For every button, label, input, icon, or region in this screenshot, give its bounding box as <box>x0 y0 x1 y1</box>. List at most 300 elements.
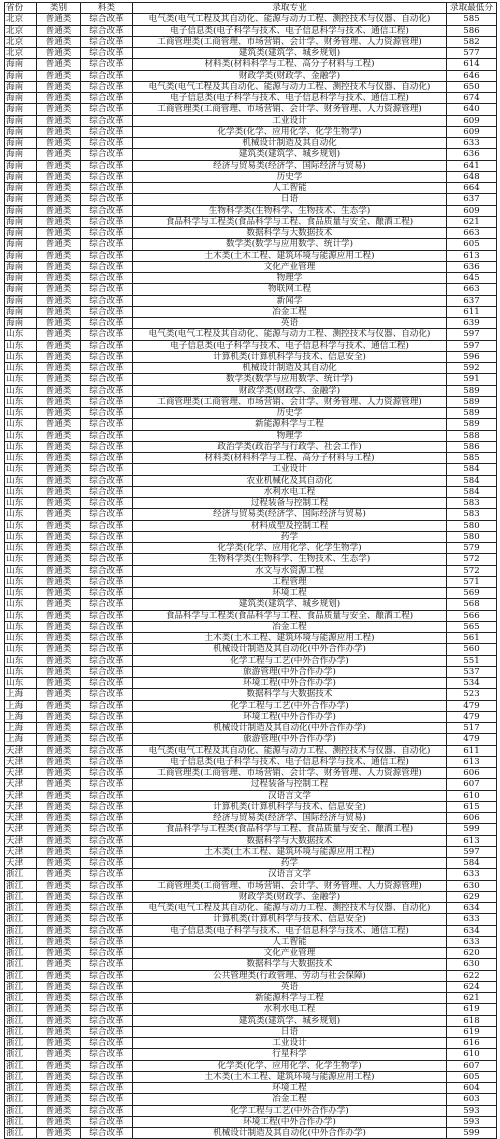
table-row <box>5 633 497 644</box>
table-row <box>5 779 497 790</box>
cell-subject-type: 综合改革 <box>81 329 133 340</box>
cell-subject-type: 综合改革 <box>81 1049 133 1060</box>
cell-category: 普通类 <box>37 1116 81 1127</box>
cell-subject-type: 综合改革 <box>81 374 133 385</box>
table-row <box>5 25 497 36</box>
cell-province: 山东 <box>5 633 37 644</box>
cell-subject-type: 综合改革 <box>81 768 133 779</box>
table-row <box>5 48 497 59</box>
cell-major: 数据科学与大数据技术 <box>133 835 447 846</box>
cell-major: 工业设计 <box>133 115 447 126</box>
cell-subject-type: 综合改革 <box>81 228 133 239</box>
cell-subject-type: 综合改革 <box>81 835 133 846</box>
table-row <box>5 723 497 734</box>
cell-category: 普通类 <box>37 858 81 869</box>
cell-min-score: 479 <box>447 700 497 711</box>
cell-province: 海南 <box>5 93 37 104</box>
cell-min-score: 479 <box>447 711 497 722</box>
cell-major: 日语 <box>133 1026 447 1037</box>
cell-subject-type: 综合改革 <box>81 599 133 610</box>
cell-subject-type: 综合改革 <box>81 1015 133 1026</box>
cell-province: 浙江 <box>5 1004 37 1015</box>
cell-major: 经济与贸易类(经济学、国际经济与贸易) <box>133 160 447 171</box>
cell-major: 过程装备与控制工程 <box>133 779 447 790</box>
cell-major: 工程管理 <box>133 576 447 587</box>
table-row <box>5 475 497 486</box>
cell-category: 普通类 <box>37 1094 81 1105</box>
cell-min-score: 609 <box>447 126 497 137</box>
table-header-row <box>5 3 497 14</box>
cell-min-score: 569 <box>447 588 497 599</box>
cell-major: 过程装备与控制工程 <box>133 498 447 509</box>
cell-major: 电子信息类(电子科学与技术、电子信息科学与技术、通信工程) <box>133 756 447 767</box>
cell-subject-type: 综合改革 <box>81 734 133 745</box>
cell-category: 普通类 <box>37 284 81 295</box>
cell-province: 天津 <box>5 813 37 824</box>
cell-subject-type: 综合改革 <box>81 723 133 734</box>
cell-province: 海南 <box>5 149 37 160</box>
cell-subject-type: 综合改革 <box>81 295 133 306</box>
cell-category: 普通类 <box>37 1049 81 1060</box>
cell-province: 海南 <box>5 250 37 261</box>
cell-province: 天津 <box>5 790 37 801</box>
cell-subject-type: 综合改革 <box>81 93 133 104</box>
cell-province: 海南 <box>5 228 37 239</box>
cell-category: 普通类 <box>37 318 81 329</box>
cell-major: 文化产业管理 <box>133 261 447 272</box>
cell-subject-type: 综合改革 <box>81 981 133 992</box>
cell-major: 机械设计制造及其自动化(中外合作办学) <box>133 1128 447 1139</box>
table-row <box>5 306 497 317</box>
table-row <box>5 205 497 216</box>
header-category: 类别 <box>37 3 81 14</box>
cell-category: 普通类 <box>37 621 81 632</box>
cell-province: 山东 <box>5 329 37 340</box>
cell-min-score: 577 <box>447 48 497 59</box>
cell-subject-type: 综合改革 <box>81 183 133 194</box>
cell-province: 浙江 <box>5 936 37 947</box>
cell-subject-type: 综合改革 <box>81 216 133 227</box>
table-row <box>5 678 497 689</box>
cell-major: 数据科学与大数据技术 <box>133 959 447 970</box>
cell-category: 普通类 <box>37 768 81 779</box>
cell-min-score: 597 <box>447 846 497 857</box>
table-row <box>5 239 497 250</box>
table-row <box>5 813 497 824</box>
cell-major: 电子信息类(电子科学与技术、电子信息科学与技术、通信工程) <box>133 25 447 36</box>
cell-category: 普通类 <box>37 104 81 115</box>
table-row <box>5 340 497 351</box>
cell-subject-type: 综合改革 <box>81 160 133 171</box>
table-row <box>5 1060 497 1071</box>
cell-min-score: 589 <box>447 419 497 430</box>
cell-major: 工业设计 <box>133 1038 447 1049</box>
cell-category: 普通类 <box>37 700 81 711</box>
cell-subject-type: 综合改革 <box>81 1128 133 1139</box>
cell-category: 普通类 <box>37 14 81 25</box>
cell-subject-type: 综合改革 <box>81 273 133 284</box>
cell-category: 普通类 <box>37 745 81 756</box>
cell-category: 普通类 <box>37 779 81 790</box>
cell-category: 普通类 <box>37 880 81 891</box>
table-row <box>5 363 497 374</box>
cell-major: 物理学 <box>133 273 447 284</box>
cell-subject-type: 综合改革 <box>81 1094 133 1105</box>
cell-subject-type: 综合改革 <box>81 970 133 981</box>
cell-province: 上海 <box>5 700 37 711</box>
cell-min-score: 611 <box>447 745 497 756</box>
cell-min-score: 618 <box>447 1015 497 1026</box>
cell-category: 普通类 <box>37 790 81 801</box>
cell-category: 普通类 <box>37 576 81 587</box>
cell-category: 普通类 <box>37 599 81 610</box>
cell-major: 工商管理类(工商管理、市场营销、会计学、财务管理、人力资源管理) <box>133 768 447 779</box>
cell-subject-type: 综合改革 <box>81 509 133 520</box>
cell-major: 食品科学与工程类(食品科学与工程、食品质量与安全、酿酒工程) <box>133 610 447 621</box>
table-row <box>5 768 497 779</box>
cell-min-score: 585 <box>447 14 497 25</box>
cell-subject-type: 综合改革 <box>81 959 133 970</box>
table-row <box>5 936 497 947</box>
cell-min-score: 597 <box>447 340 497 351</box>
cell-major: 财政学类(财政学、金融学) <box>133 385 447 396</box>
cell-subject-type: 综合改革 <box>81 453 133 464</box>
cell-province: 海南 <box>5 273 37 284</box>
cell-category: 普通类 <box>37 936 81 947</box>
cell-category: 普通类 <box>37 846 81 857</box>
cell-category: 普通类 <box>37 666 81 677</box>
cell-province: 浙江 <box>5 1038 37 1049</box>
cell-province: 山东 <box>5 498 37 509</box>
cell-category: 普通类 <box>37 250 81 261</box>
cell-province: 山东 <box>5 576 37 587</box>
cell-subject-type: 综合改革 <box>81 115 133 126</box>
table-row <box>5 655 497 666</box>
cell-province: 山东 <box>5 363 37 374</box>
table-row <box>5 216 497 227</box>
cell-category: 普通类 <box>37 981 81 992</box>
cell-province: 山东 <box>5 385 37 396</box>
cell-category: 普通类 <box>37 205 81 216</box>
cell-subject-type: 综合改革 <box>81 396 133 407</box>
table-row <box>5 1015 497 1026</box>
cell-min-score: 582 <box>447 36 497 47</box>
cell-min-score: 551 <box>447 655 497 666</box>
cell-category: 普通类 <box>37 295 81 306</box>
cell-province: 北京 <box>5 25 37 36</box>
cell-category: 普通类 <box>37 194 81 205</box>
table-row <box>5 329 497 340</box>
table-row <box>5 835 497 846</box>
cell-province: 浙江 <box>5 993 37 1004</box>
cell-province: 海南 <box>5 239 37 250</box>
cell-min-score: 645 <box>447 273 497 284</box>
table-row <box>5 1071 497 1082</box>
cell-province: 山东 <box>5 453 37 464</box>
cell-major: 水文与水资源工程 <box>133 565 447 576</box>
cell-min-score: 634 <box>447 903 497 914</box>
cell-province: 山东 <box>5 543 37 554</box>
cell-province: 浙江 <box>5 1026 37 1037</box>
cell-min-score: 646 <box>447 70 497 81</box>
cell-min-score: 571 <box>447 576 497 587</box>
cell-category: 普通类 <box>37 914 81 925</box>
cell-major: 日语 <box>133 194 447 205</box>
cell-category: 普通类 <box>37 261 81 272</box>
cell-province: 山东 <box>5 351 37 362</box>
cell-major: 数据科学与大数据技术 <box>133 689 447 700</box>
cell-category: 普通类 <box>37 565 81 576</box>
table-row <box>5 419 497 430</box>
cell-major: 环境工程(中外合作办学) <box>133 711 447 722</box>
cell-major: 生物科学类(生物科学、生物技术、生态学) <box>133 205 447 216</box>
cell-province: 天津 <box>5 858 37 869</box>
cell-province: 山东 <box>5 531 37 542</box>
cell-province: 海南 <box>5 194 37 205</box>
cell-major: 机械设计制造及其自动化 <box>133 363 447 374</box>
table-row <box>5 194 497 205</box>
cell-min-score: 597 <box>447 329 497 340</box>
table-row <box>5 891 497 902</box>
cell-province: 浙江 <box>5 1083 37 1094</box>
cell-province: 海南 <box>5 216 37 227</box>
cell-major: 经济与贸易类(经济学、国际经济与贸易) <box>133 509 447 520</box>
table-row <box>5 160 497 171</box>
cell-major: 电子信息类(电子科学与技术、电子信息科学与技术、通信工程) <box>133 93 447 104</box>
cell-min-score: 584 <box>447 858 497 869</box>
table-row <box>5 14 497 25</box>
cell-major: 电气类(电气工程及其自动化、能源与动力工程、测控技术与仪器、自动化) <box>133 81 447 92</box>
cell-category: 普通类 <box>37 1004 81 1015</box>
table-row <box>5 1128 497 1139</box>
cell-min-score: 637 <box>447 295 497 306</box>
cell-province: 海南 <box>5 115 37 126</box>
cell-min-score: 615 <box>447 801 497 812</box>
cell-category: 普通类 <box>37 115 81 126</box>
table-row <box>5 1049 497 1060</box>
cell-province: 海南 <box>5 81 37 92</box>
table-row <box>5 666 497 677</box>
cell-category: 普通类 <box>37 993 81 1004</box>
table-row <box>5 149 497 160</box>
cell-min-score: 599 <box>447 1128 497 1139</box>
table-row <box>5 1004 497 1015</box>
cell-province: 海南 <box>5 104 37 115</box>
cell-subject-type: 综合改革 <box>81 824 133 835</box>
cell-category: 普通类 <box>37 1015 81 1026</box>
table-row <box>5 948 497 959</box>
cell-min-score: 560 <box>447 644 497 655</box>
cell-category: 普通类 <box>37 273 81 284</box>
table-row <box>5 689 497 700</box>
cell-major: 计算机类(计算机科学与技术、信息安全) <box>133 914 447 925</box>
cell-category: 普通类 <box>37 903 81 914</box>
cell-major: 工商管理类(工商管理、市场营销、会计学、财务管理、人力资源管理) <box>133 36 447 47</box>
cell-category: 普通类 <box>37 509 81 520</box>
cell-major: 药学 <box>133 858 447 869</box>
cell-major: 农业机械化及其自动化 <box>133 475 447 486</box>
cell-category: 普通类 <box>37 711 81 722</box>
cell-min-score: 479 <box>447 734 497 745</box>
cell-category: 普通类 <box>37 610 81 621</box>
cell-category: 普通类 <box>37 891 81 902</box>
cell-category: 普通类 <box>37 835 81 846</box>
cell-major: 计算机类(计算机科学与技术、信息安全) <box>133 801 447 812</box>
cell-province: 浙江 <box>5 914 37 925</box>
table-row <box>5 183 497 194</box>
cell-category: 普通类 <box>37 723 81 734</box>
cell-category: 普通类 <box>37 396 81 407</box>
cell-category: 普通类 <box>37 306 81 317</box>
cell-min-score: 633 <box>447 138 497 149</box>
cell-major: 新闻学 <box>133 295 447 306</box>
cell-province: 天津 <box>5 824 37 835</box>
cell-major: 数学类(数学与应用数学、统计学) <box>133 239 447 250</box>
cell-province: 浙江 <box>5 1049 37 1060</box>
cell-province: 海南 <box>5 160 37 171</box>
cell-province: 浙江 <box>5 869 37 880</box>
header-min-score: 录取最低分 <box>447 3 497 14</box>
cell-category: 普通类 <box>37 813 81 824</box>
cell-min-score: 591 <box>447 374 497 385</box>
cell-category: 普通类 <box>37 475 81 486</box>
cell-category: 普通类 <box>37 1060 81 1071</box>
cell-major: 水利水电工程 <box>133 486 447 497</box>
cell-min-score: 622 <box>447 970 497 981</box>
cell-min-score: 607 <box>447 1060 497 1071</box>
cell-province: 山东 <box>5 520 37 531</box>
cell-subject-type: 综合改革 <box>81 756 133 767</box>
cell-min-score: 589 <box>447 408 497 419</box>
cell-province: 浙江 <box>5 1094 37 1105</box>
cell-min-score: 640 <box>447 104 497 115</box>
cell-min-score: 589 <box>447 396 497 407</box>
table-row <box>5 576 497 587</box>
cell-category: 普通类 <box>37 1105 81 1116</box>
cell-province: 山东 <box>5 408 37 419</box>
cell-subject-type: 综合改革 <box>81 666 133 677</box>
cell-subject-type: 综合改革 <box>81 891 133 902</box>
cell-min-score: 593 <box>447 1116 497 1127</box>
cell-major: 历史学 <box>133 408 447 419</box>
cell-province: 浙江 <box>5 880 37 891</box>
cell-province: 天津 <box>5 801 37 812</box>
cell-min-score: 580 <box>447 531 497 542</box>
cell-min-score: 609 <box>447 115 497 126</box>
cell-major: 水利水电工程 <box>133 1004 447 1015</box>
cell-category: 普通类 <box>37 340 81 351</box>
cell-major: 冶金工程 <box>133 621 447 632</box>
table-row <box>5 981 497 992</box>
cell-subject-type: 综合改革 <box>81 194 133 205</box>
cell-min-score: 650 <box>447 81 497 92</box>
table-row <box>5 543 497 554</box>
cell-subject-type: 综合改革 <box>81 59 133 70</box>
cell-subject-type: 综合改革 <box>81 779 133 790</box>
cell-major: 汉语言文学 <box>133 790 447 801</box>
table-row <box>5 790 497 801</box>
cell-category: 普通类 <box>37 59 81 70</box>
cell-province: 上海 <box>5 723 37 734</box>
cell-category: 普通类 <box>37 216 81 227</box>
cell-province: 海南 <box>5 261 37 272</box>
cell-subject-type: 综合改革 <box>81 1071 133 1082</box>
cell-category: 普通类 <box>37 149 81 160</box>
cell-category: 普通类 <box>37 678 81 689</box>
cell-min-score: 586 <box>447 441 497 452</box>
cell-province: 海南 <box>5 183 37 194</box>
cell-category: 普通类 <box>37 138 81 149</box>
cell-subject-type: 综合改革 <box>81 1060 133 1071</box>
cell-province: 海南 <box>5 138 37 149</box>
cell-major: 药学 <box>133 531 447 542</box>
cell-min-score: 588 <box>447 430 497 441</box>
cell-category: 普通类 <box>37 25 81 36</box>
cell-major: 化学类(化学、应用化学、化学生物学) <box>133 126 447 137</box>
cell-category: 普通类 <box>37 655 81 666</box>
cell-major: 土木类(土木工程、建筑环境与能源应用工程) <box>133 633 447 644</box>
cell-min-score: 613 <box>447 835 497 846</box>
cell-major: 环境工程(中外合作办学) <box>133 1116 447 1127</box>
table-row <box>5 318 497 329</box>
cell-province: 北京 <box>5 48 37 59</box>
cell-category: 普通类 <box>37 756 81 767</box>
cell-subject-type: 综合改革 <box>81 880 133 891</box>
cell-min-score: 579 <box>447 543 497 554</box>
table-row <box>5 81 497 92</box>
cell-major: 化学类(化学、应用化学、化学生物学) <box>133 543 447 554</box>
table-row <box>5 93 497 104</box>
cell-category: 普通类 <box>37 959 81 970</box>
cell-major: 工商管理类(工商管理、市场营销、会计学、财务管理、人力资源管理) <box>133 396 447 407</box>
cell-subject-type: 综合改革 <box>81 1116 133 1127</box>
cell-category: 普通类 <box>37 160 81 171</box>
cell-category: 普通类 <box>37 633 81 644</box>
table-row <box>5 273 497 284</box>
cell-min-score: 619 <box>447 1004 497 1015</box>
cell-category: 普通类 <box>37 801 81 812</box>
cell-major: 生物科学类(生物科学、生物技术、生态学) <box>133 554 447 565</box>
cell-min-score: 611 <box>447 306 497 317</box>
cell-category: 普通类 <box>37 554 81 565</box>
table-row <box>5 621 497 632</box>
cell-min-score: 580 <box>447 520 497 531</box>
cell-subject-type: 综合改革 <box>81 14 133 25</box>
cell-category: 普通类 <box>37 385 81 396</box>
table-row <box>5 1083 497 1094</box>
cell-min-score: 599 <box>447 824 497 835</box>
cell-min-score: 663 <box>447 284 497 295</box>
cell-subject-type: 综合改革 <box>81 340 133 351</box>
cell-min-score: 523 <box>447 689 497 700</box>
cell-subject-type: 综合改革 <box>81 351 133 362</box>
cell-subject-type: 综合改革 <box>81 554 133 565</box>
cell-subject-type: 综合改革 <box>81 1038 133 1049</box>
table-row <box>5 869 497 880</box>
cell-min-score: 583 <box>447 498 497 509</box>
cell-province: 上海 <box>5 711 37 722</box>
cell-subject-type: 综合改革 <box>81 644 133 655</box>
cell-major: 冶金工程 <box>133 1094 447 1105</box>
cell-subject-type: 综合改革 <box>81 1026 133 1037</box>
cell-min-score: 633 <box>447 914 497 925</box>
cell-subject-type: 综合改革 <box>81 408 133 419</box>
cell-subject-type: 综合改革 <box>81 126 133 137</box>
cell-min-score: 568 <box>447 599 497 610</box>
cell-subject-type: 综合改革 <box>81 464 133 475</box>
cell-min-score: 613 <box>447 250 497 261</box>
cell-category: 普通类 <box>37 1128 81 1139</box>
